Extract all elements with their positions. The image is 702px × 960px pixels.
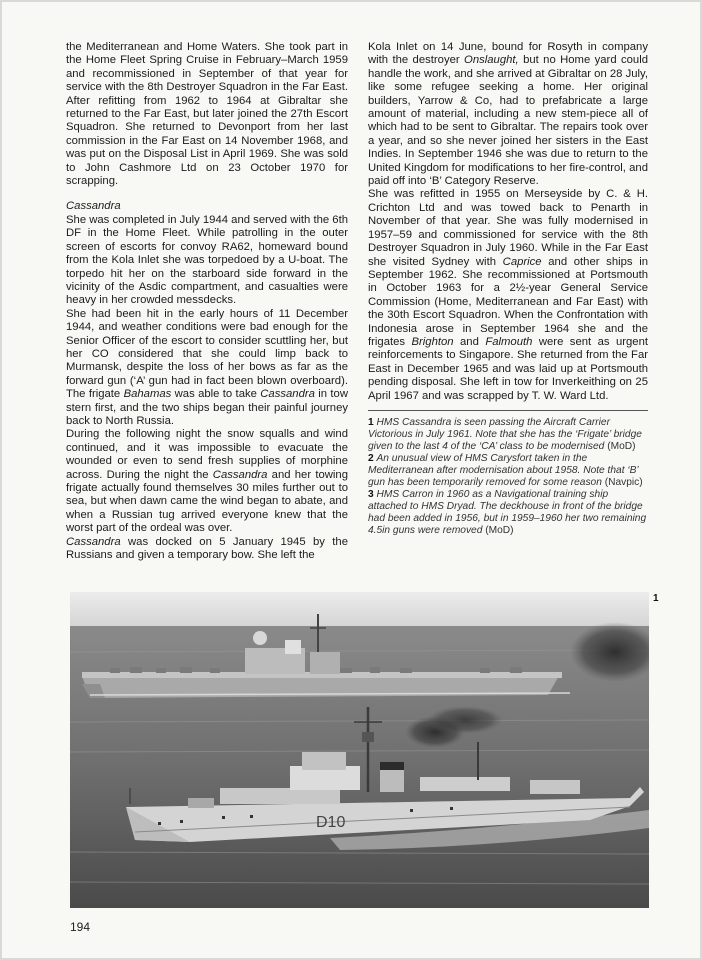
ship-name: Brighton [411, 335, 454, 348]
page-number: 194 [70, 920, 91, 934]
ship-name: Falmouth [485, 335, 533, 348]
ship-name: Cassandra [66, 535, 121, 548]
ship-name: Cassandra [260, 388, 315, 401]
paragraph: the Mediterranean and Home Waters. She took part in the Home Fleet Spring Cruise in February–March 1959 and recommissioned in September of that year for service with the 8th Destroyer Squadron in the Far East. After refitting from 1962 to 1964 at Gibraltar she returned to the Far East, but later joined the 27th Escort Squadron. She returned to Devonport from her last commission in the Far East on 14 November 1968, and was put on the Disposal List in April 1969. She was sold to John Cashmore Ltd on 23 October 1970 for scrapping. [66, 41, 348, 188]
left-text-column [66, 41, 348, 562]
paragraph: During the following night the snow squalls and wind continued, and it was impossible to evacuate the wounded or even to send fresh supplies of morphine across. During the night the Cassandra and her towing frigate actually found themselves 30 miles further out to sea, but when dawn came the wind began to abate, and when a Russian tug arrived everyone knew that the worst part of the ordeal was over. [66, 428, 348, 535]
photo-number: 1 [653, 593, 659, 604]
ship-name: Caprice [502, 255, 542, 268]
ship-name: Cassandra [212, 468, 268, 481]
caption-3: 3 HMS Carron in 1960 as a Navigational training ship attached to HMS Dryad. The deckhouse in front of the bridge had been added in 1956, but in 1959–1960 her two remaining 4.5in guns were removed (MoD) [368, 488, 647, 536]
caption-2: 2 An unusual view of HMS Carysfort taken in the Mediterranean after modernisation about 1958. Note that ‘B’ gun has been temporarily removed for some reason (Navpic) [368, 452, 643, 488]
caption-divider [368, 410, 648, 411]
paragraph: She had been hit in the early hours of 11 December 1944, and weather conditions were bad enough for the Senior Officer of the escort to consider scuttling her, but her CO considered that she could limp back to Murmansk, despite the loss of her bows as far as the forward gun (‘A’ gun had in fact been blown overboard). The frigate Bahamas was able to take Cassandra in tow stern first, and the two ships began their painful journey back to North Russia. [66, 307, 348, 427]
photo-illustration [70, 592, 649, 908]
ship-name: Bahamas [123, 388, 172, 401]
paragraph: She was refitted in 1955 on Merseyside by C. & H. Crichton Ltd and was towed back to Penarth in November of that year. She was fully modernised in 1957–59 and commissioned for service with the 8th Destroyer Squadron in July 1960. While in the Far East she visited Sydney with Caprice and other ships in September 1962. She recommissioned at Portsmouth in October 1963 for a 2½-year General Service Commission (Home, Mediterranean and Far East) with the 30th Escort Squadron. When the Confrontation with Indonesia arose in September 1964 she and the frigates Brighton and Falmouth were sent as urgent reinforcements to Singapore. She returned from the Far East in December 1965 and was laid up at Portsmouth pending disposal. She left in tow for Inverkeithing on 25 April 1967 and was scrapped by T. W. Ward Ltd. [368, 188, 649, 402]
hull-number: D10 [316, 814, 346, 831]
paragraph: Cassandra was docked on 5 January 1945 by the Russians and given a temporary bow. She left the [66, 535, 348, 562]
right-text-column [368, 41, 648, 537]
ship-photograph [70, 592, 649, 908]
book-page [2, 2, 700, 958]
paragraph: She was completed in July 1944 and served with the 6th DF in the Home Fleet. While patrolling in the outer screen of escorts for convoy RA62, homeward bound from the Kola Inlet she was torpedoed by a U-boat. The torpedo hit her on the starboard side forward in the vicinity of the Asdic compartment, and casualties were heavy in her crowded messdecks. [66, 213, 348, 307]
sky [70, 592, 649, 628]
ship-name: Onslaught, [464, 54, 519, 67]
section-heading-cassandra: Cassandra [66, 200, 121, 213]
paragraph: Kola Inlet on 14 June, bound for Rosyth in company with the destroyer Onslaught, but no Home yard could handle the work, and she arrived at Gibraltar on 28 July, like some refugee seeking a home. Her original builders, Yarrow & Co, had to prefabricate a large amount of material, including a new stem-piece all of which had to be sent to Gibraltar. The repairs took over a year, and so she never joined her sisters in the East Indies. In September 1946 she was due to return to the United Kingdom for modifications to her fire-control, and paid off into ‘B’ Category Reserve. [368, 41, 648, 188]
caption-1: 1 HMS Cassandra is seen passing the Aircraft Carrier Victorious in July 1961. Note that she has the ‘Frigate’ bridge given to the last 4 of the ‘CA’ class to be modernised (MoD) [368, 416, 642, 452]
